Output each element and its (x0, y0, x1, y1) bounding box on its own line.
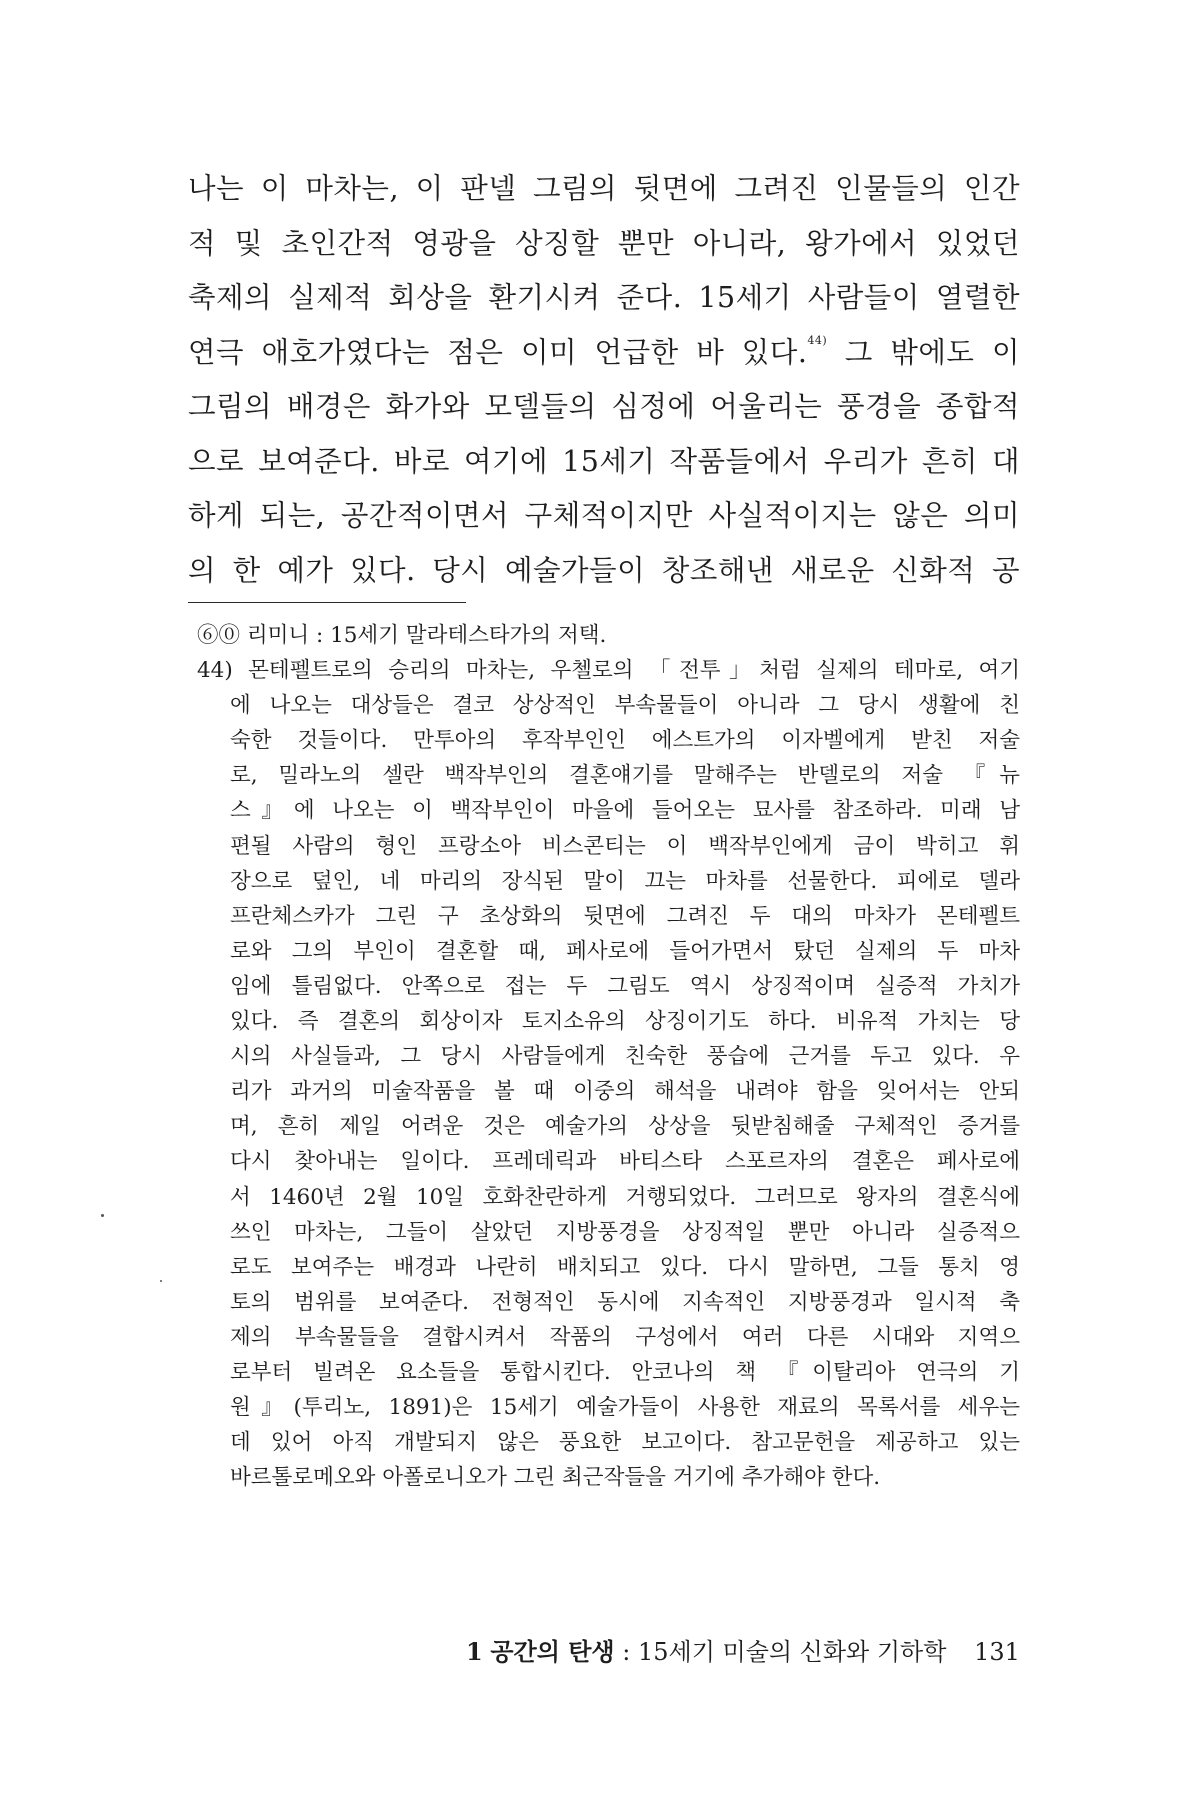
footnote-line: 서 1460년 2월 10일 호화찬란하게 거행되었다. 그러므로 왕자의 결혼식에 (230, 1184, 1020, 1210)
chapter-subtitle: : 15세기 미술의 신화와 기하학 (614, 1638, 947, 1666)
footnote-line: 데 있어 아직 개발되지 않은 풍요한 보고이다. 참고문헌을 제공하고 있는 (230, 1430, 1020, 1456)
footnote-line: 로, 밀라노의 셀란 백작부인의 결혼얘기를 말해주는 반델로의 저술 『뉴 (230, 763, 1020, 789)
body-line: 하게 되는, 공간적이면서 구체적이지만 사실적이지는 않은 의미 (188, 499, 1020, 532)
glossary-note (197, 618, 1020, 653)
body-text (188, 162, 1020, 598)
footnote-line: 로와 그의 부인이 결혼할 때, 페사로에 들어가면서 탔던 실제의 두 마차 (230, 938, 1020, 964)
glossary-marker: ⑥⓪ (197, 623, 241, 648)
footnote-line: 토의 범위를 보여준다. 전형적인 동시에 지속적인 지방풍경과 일시적 축 (230, 1289, 1020, 1315)
footnote-line: 에 나오는 대상들은 결코 상상적인 부속물들이 아니라 그 당시 생활에 친 (230, 693, 1020, 719)
footnote-text: 몬테펠트로의 승리의 마차는, 우첼로의 「전투」처럼 실제의 테마로, 여기 (232, 658, 1020, 684)
footnote-line: 로부터 빌려온 요소들을 통합시킨다. 안코나의 책 『이탈리아 연극의 기 (230, 1359, 1020, 1385)
footnote-line: 제의 부속물들을 결합시켜서 작품의 구성에서 여러 다른 시대와 지역으 (230, 1324, 1020, 1350)
footnote-44-body (197, 688, 1020, 1495)
chapter-title: 공간의 탄생 (490, 1637, 615, 1666)
footnote-line: 로도 보여주는 배경과 나란히 배치되고 있다. 다시 말하면, 그들 통치 영 (230, 1254, 1020, 1280)
body-line: 나는 이 마차는, 이 판넬 그림의 뒷면에 그려진 인물들의 인간 (188, 172, 1020, 205)
body-line: 적 및 초인간적 영광을 상징할 뿐만 아니라, 왕가에서 있었던 (188, 226, 1020, 260)
glossary-text: 리미니 : 15세기 말라테스타가의 저택. (240, 623, 607, 648)
body-line: 의 한 예가 있다. 당시 예술가들이 창조해낸 새로운 신화적 공 (188, 553, 1020, 587)
footnote-line: 바르톨로메오와 아폴로니오가 그린 최근작들을 거기에 추가해야 한다. (230, 1465, 881, 1491)
footnote-line: 편될 사람의 형인 프랑소아 비스콘티는 이 백작부인에게 금이 박히고 휘 (230, 833, 1020, 859)
body-line: 그림의 배경은 화가와 모델들의 심정에 어울리는 풍경을 종합적 (188, 390, 1020, 423)
body-line-text: 연극 애호가였다는 점은 이미 언급한 바 있다. (188, 335, 808, 369)
footnote-line: 시의 사실들과, 그 당시 사람들에게 친숙한 풍습에 근거를 두고 있다. 우 (230, 1044, 1020, 1070)
footnote-line: 프란체스카가 그린 구 초상화의 뒷면에 그려진 두 대의 마차가 몬테펠트 (230, 903, 1020, 929)
body-line: 축제의 실제적 회상을 환기시켜 준다. 15세기 사람들이 열렬한 (188, 281, 1020, 314)
footnote-line: 쓰인 마차는, 그들이 살았던 지방풍경을 상징적일 뿐만 아니라 실증적으 (230, 1219, 1020, 1245)
body-line-text-tail: 그 밖에도 이 (827, 335, 1020, 369)
footnote-line: 임에 틀림없다. 안쪽으로 접는 두 그림도 역시 상징적이며 실증적 가치가 (230, 973, 1020, 999)
footnotes (197, 618, 1020, 1495)
footnote-44-first-line (197, 653, 1020, 688)
footnote-line: 다시 찾아내는 일이다. 프레데릭과 바티스타 스포르자의 결혼은 페사로에 (230, 1149, 1020, 1175)
footnote-line: 있다. 즉 결혼의 회상이자 토지소유의 상징이기도 하다. 비유적 가치는 당 (230, 1009, 1020, 1035)
footnote-line: 며, 흔히 제일 어려운 것은 예술가의 상상을 뒷받침해줄 구체적인 증거를 (230, 1114, 1020, 1140)
chapter-number: 1 (466, 1637, 483, 1666)
running-footer (466, 1632, 1020, 1672)
footnote-line: 리가 과거의 미술작품을 볼 때 이중의 해석을 내려야 함을 잊어서는 안되 (230, 1079, 1020, 1105)
scan-speck (160, 1280, 162, 1282)
body-line: 으로 보여준다. 바로 여기에 15세기 작품들에서 우리가 흔히 대 (188, 444, 1020, 478)
footnote-marker: 44) (197, 658, 233, 684)
footnote-reference[interactable]: 44) (807, 333, 828, 347)
footnote-line: 원』(투리노, 1891)은 15세기 예술가들이 사용한 재료의 목록서를 세우는 (230, 1395, 1020, 1421)
footnote-separator (188, 602, 466, 603)
footnote-line: 숙한 것들이다. 만투아의 후작부인인 에스트가의 이자벨에게 받친 저술 (230, 728, 1020, 754)
scan-speck (101, 1214, 104, 1217)
body-line-with-footnote-ref (188, 326, 1020, 381)
footnote-line: 장으로 덮인, 네 마리의 장식된 말이 끄는 마차를 선물한다. 피에로 델라 (230, 868, 1020, 894)
footnote-line: 스』에 나오는 이 백작부인이 마을에 들어오는 묘사를 참조하라. 미래 남 (230, 798, 1020, 824)
page-number: 131 (974, 1638, 1020, 1666)
